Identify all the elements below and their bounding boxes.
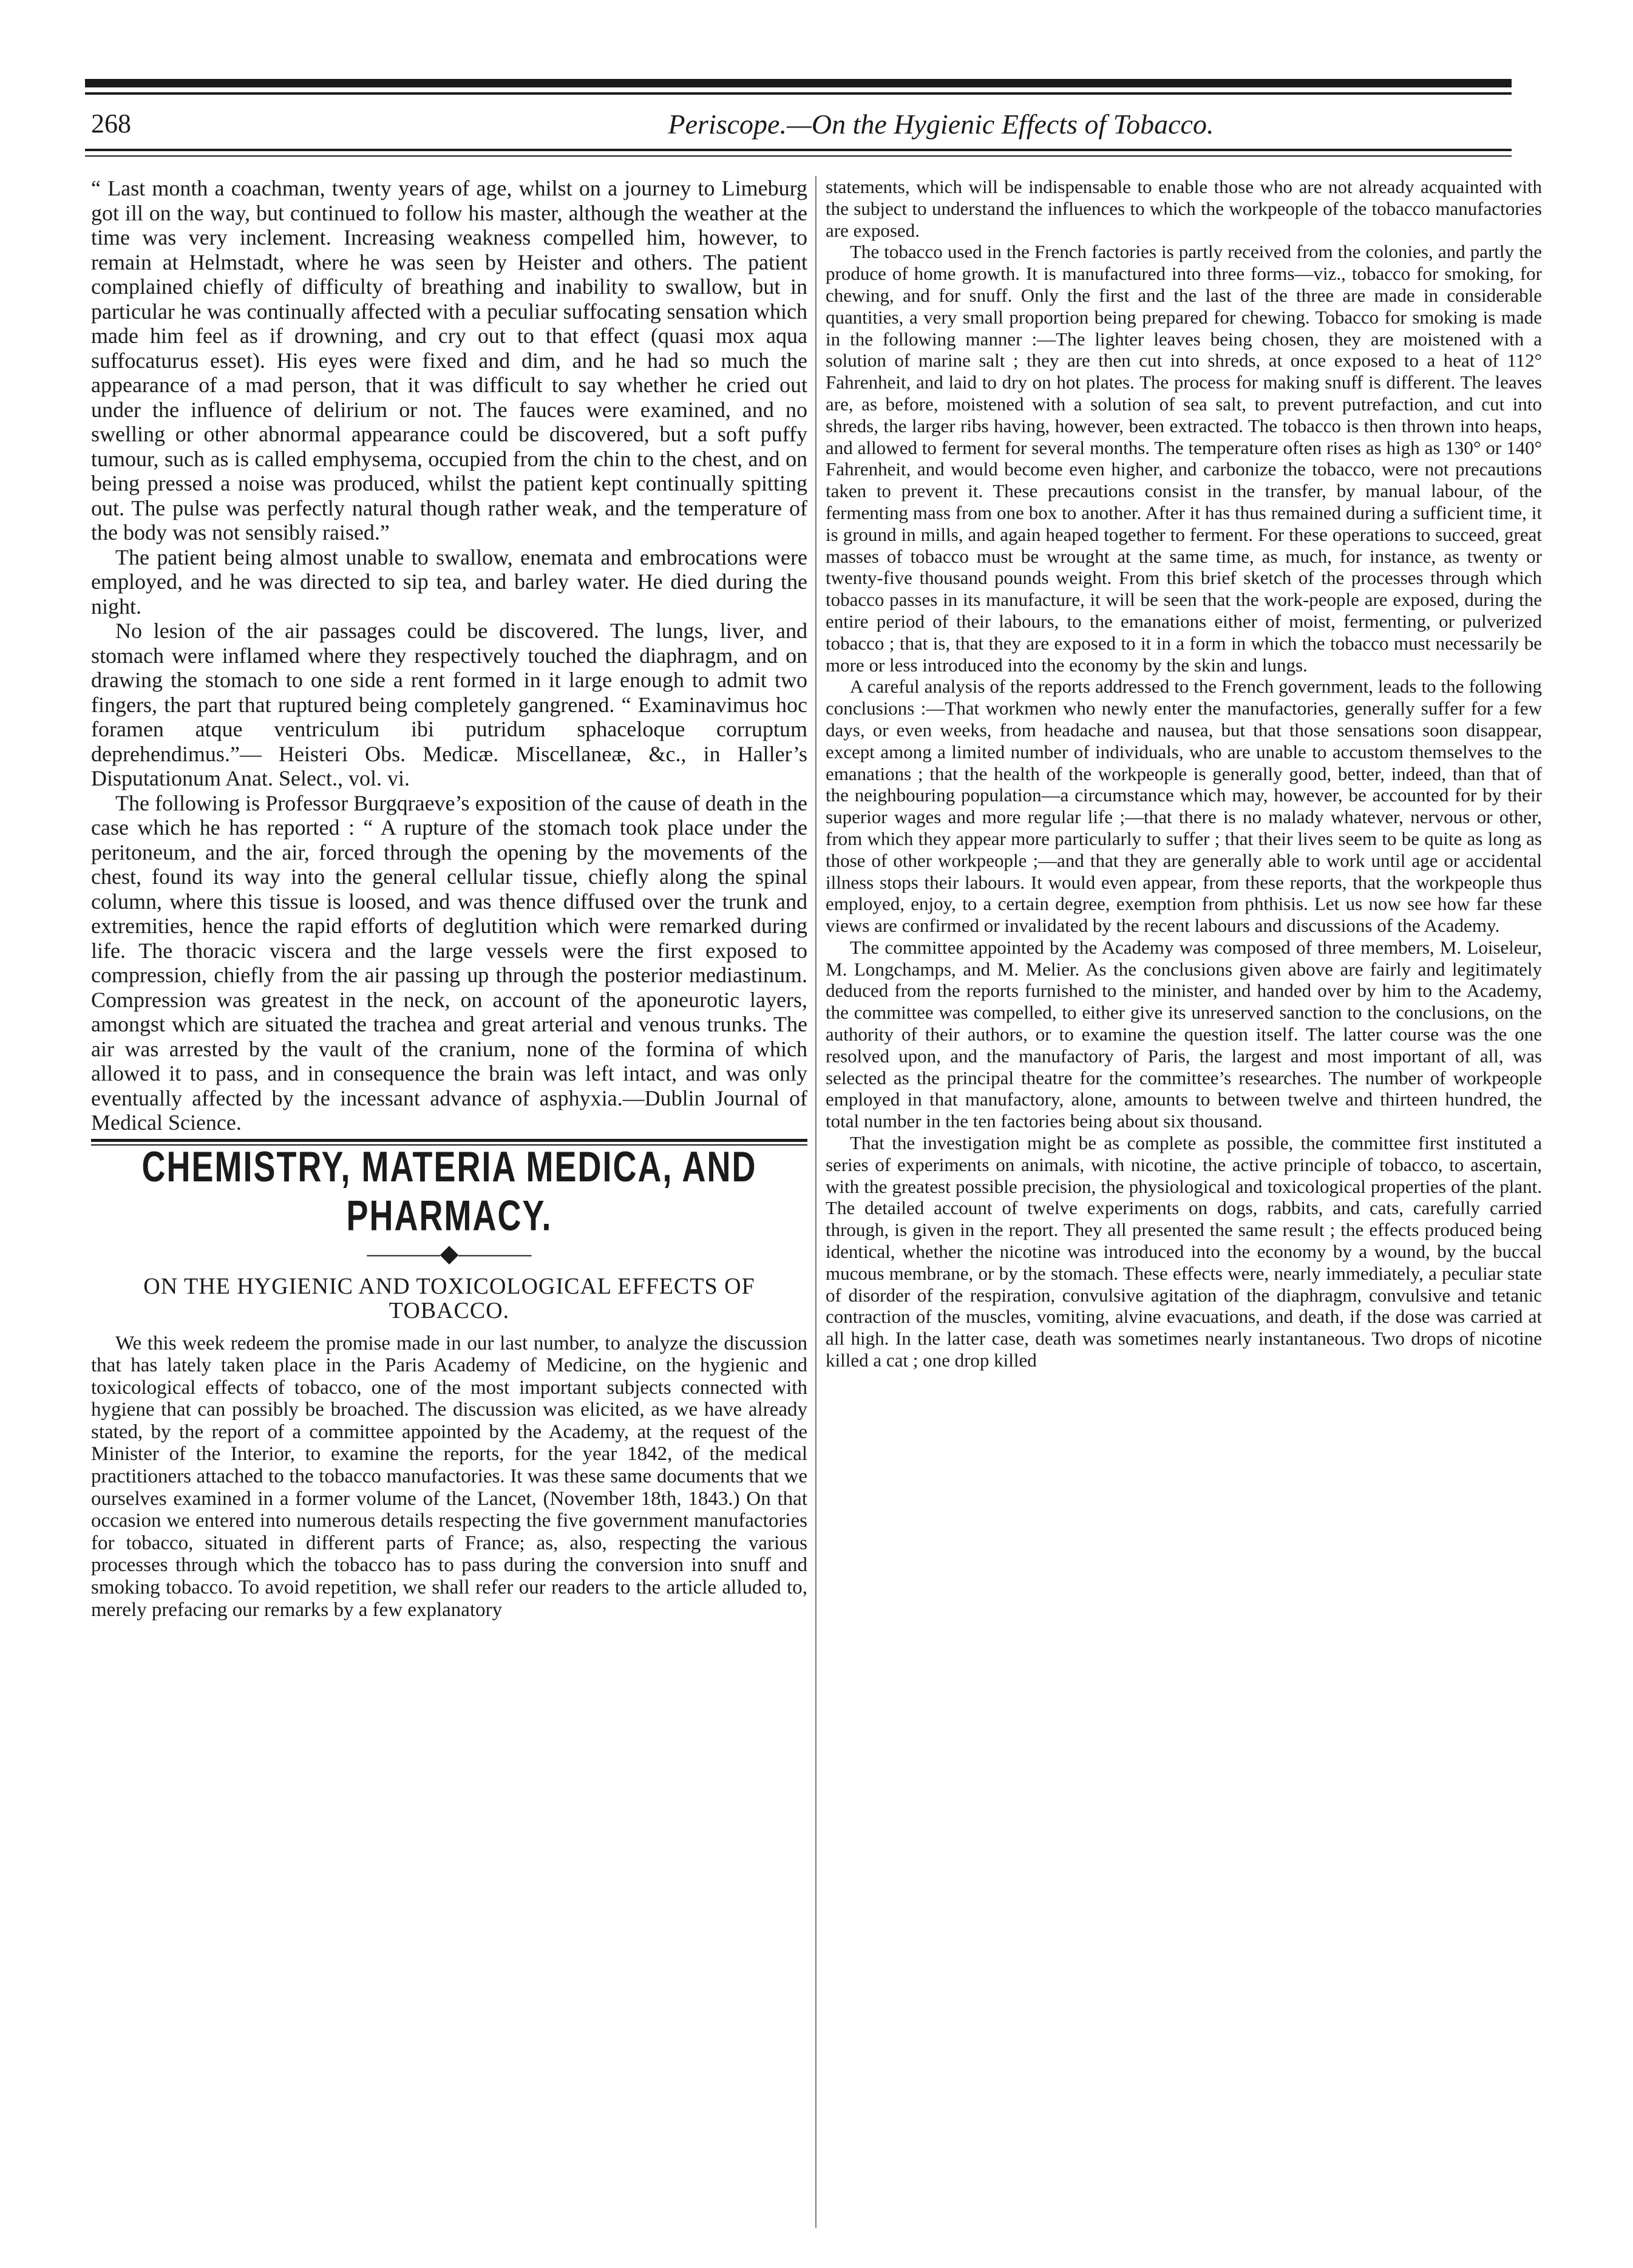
header-rule-thin bbox=[85, 92, 1512, 95]
paragraph: We this week redeem the promise made in our last number, to analyze the discussion that has lately taken place in the Paris Academy of Medicine, on the hygienic and toxicological effects of tobacco, one of the most important subjects connected with hygiene that can possibly be broached. The discussion was elicited, as we have already stated, by the report of a committee appointed by the Academy, at the request of the Minister of the Interior, to examine the reports, for the year 1842, of the medical practitioners attached to the tobacco manufactories. It was these same documents that we ourselves examined in a former volume of the Lancet, (November 18th, 1843.) On that occasion we entered into numerous details respecting the five government manufactories for tobacco, situated in different parts of France; as, also, respecting the various processes through which the tobacco has to pass during the conversion into snuff and smoking tobacco. To avoid repetition, we shall refer our readers to the article alluded to, merely prefacing our remarks by a few explanatory bbox=[91, 1332, 807, 1621]
ornament-divider: ———◆——— bbox=[367, 1239, 532, 1267]
paragraph: The patient being almost unable to swallow, enemata and embrocations were employed, and he was directed to sip tea, and barley water. He died during the night. bbox=[91, 545, 807, 619]
paragraph: The following is Professor Burgqraeve’s exposition of the cause of death in the case which he has reported : “ A rupture of the stomach took place under the peritoneum, and the air, forced through the opening by the movements of the chest, found its way into the general cellular tissue, chiefly along the spinal column, where this tissue is loosed, and was thence diffused over the trunk and extremities, hence the rapid efforts of deglutition which were remarked during life. The thoracic viscera and the large vessels were the first exposed to compression, chiefly from the air passing up through the posterior mediastinum. Compression was greatest in the neck, on account of the aponeurotic layers, amongst which are situated the trachea and great arterial and venous trunks. The air was arrested by the vault of the cranium, none of the formina of which allowed it to pass, and in consequence the brain was left intact, and was only eventually affected by the incessant advance of asphyxia.—Dublin Journal of Medical Science. bbox=[91, 790, 807, 1135]
page-number: 268 bbox=[91, 109, 131, 138]
header-rule-thick bbox=[85, 79, 1512, 87]
right-column bbox=[826, 176, 1542, 1371]
column-divider bbox=[815, 176, 816, 2228]
section-rule bbox=[91, 1139, 807, 1142]
paragraph: No lesion of the air passages could be discovered. The lungs, liver, and stomach were inflamed where they respectively touched the diaphragm, and on drawing the stomach to one side a rent formed in it large enough to admit two fingers, the part that ruptured being completely gangrened. “ Examinavimus hoc foramen atque ventriculum ibi putridum sphaceloque corruptum deprehendimus.”— Heisteri Obs. Medicæ. Miscellaneæ, &c., in Haller’s Disputationum Anat. Select., vol. vi. bbox=[91, 619, 807, 790]
paragraph: That the investigation might be as complete as possible, the committee first instituted a series of experiments on animals, with nicotine, the active principle of tobacco, to ascertain, with the greatest possible precision, the physiological and toxicological properties of the plant. The detailed account of twelve experiments on dogs, rabbits, and cats, carefully carried through, is given in the report. They all presented the same result ; the effects produced being identical, whether the nicotine was introduced into the economy by a wound, by the buccal mucous membrane, or by the stomach. These effects were, nearly immediately, a peculiar state of disorder of the respiration, convulsive agitation of the diaphragm, convulsive and tetanic contraction of the muscles, vomiting, alvine evacuations, and death, if the dose was carried at all high. In the latter case, death was sometimes nearly instantaneous. Two drops of nicotine killed a cat ; one drop killed bbox=[826, 1132, 1542, 1371]
running-head-rule-thin bbox=[85, 155, 1512, 157]
section-title: CHEMISTRY, MATERIA MEDICA, AND PHARMACY. bbox=[141, 1143, 757, 1240]
paragraph: The tobacco used in the French factories is partly received from the colonies, and partly the produce of home growth. It is manufactured into three forms—viz., tobacco for smoking, for chewing, and for snuff. Only the first and the last of the three are made in considerable quantities, a very small proportion being prepared for chewing. Tobacco for smoking is made in the following manner :—The lighter leaves being chosen, they are moistened with a solution of marine salt ; they are then cut into shreds, at once exposed to a heat of 112° Fahrenheit, and laid to dry on hot plates. The process for making snuff is different. The leaves are, as before, moistened with a solution of sea salt, to prevent putrefaction, and cut into shreds, the larger ribs having, however, been extracted. The tobacco is then thrown into heaps, and allowed to ferment for several months. The temperature often rises as high as 130° or 140° Fahrenheit, and would become even higher, and carbonize the tobacco, were not precautions taken to prevent it. These precautions consist in the transfer, by manual labour, of the fermenting mass from one box to another. After it has thus remained during a sufficient time, it is ground in mills, and again heaped together to ferment. For these operations to succeed, great masses of tobacco must be wrought at the same time, as much, for instance, as twenty or twenty-five thousand pounds weight. From this brief sketch of the processes through which tobacco passes in its manufacture, it will be seen that the work-people are exposed, during the entire period of their labours, to the emanations either of moist, fermenting, or pulverized tobacco ; that is, that they are exposed to it in a form in which the tobacco must necessarily be more or less introduced into the economy by the skin and lungs. bbox=[826, 241, 1542, 676]
running-head: Periscope.—On the Hygienic Effects of Tobacco. bbox=[668, 109, 1214, 140]
left-column bbox=[91, 176, 807, 1621]
paragraph: The committee appointed by the Academy was composed of three members, M. Loiseleur, M. Longchamps, and M. Melier. As the conclusions given above are fairly and legitimately deduced from the reports furnished to the minister, and handed over by him to the Academy, the committee was compelled, to either give its unreserved sanction to the conclusions, on the authority of their authors, or to examine the question itself. The latter course was the one resolved upon, and the manufactory of Paris, the largest and most important of all, was selected as the principal theatre for the committee’s researches. The number of workpeople employed in that manufactory, alone, amounts to between twelve and thirteen hundred, the total number in the ten factories being about six thousand. bbox=[826, 936, 1542, 1132]
running-head-rule bbox=[85, 149, 1512, 151]
article-title: ON THE HYGIENIC AND TOXICOLOGICAL EFFECTS OF TOBACCO. bbox=[143, 1273, 755, 1323]
paragraph: A careful analysis of the reports addressed to the French government, leads to the following conclusions :—That workmen who newly enter the manufactories, generally suffer for a few days, or even weeks, from headache and nausea, but that those sensations soon disappear, except among a limited number of individuals, who are unable to accustom themselves to the emanations ; that the health of the workpeople is generally good, better, indeed, than that of the neighbouring population—a circumstance which may, however, be accounted for by their superior wages and more regular life ;—that there is no malady whatever, nervous or other, from which they appear more particularly to suffer ; that their lives seem to be quite as long as those of other workpeople ;—and that they are generally able to work until age or accidental illness stops their labours. It would even appear, from these reports, that the workpeople thus employed, enjoy, to a certain degree, exemption from phthisis. Let us now see how far these views are confirmed or invalidated by the recent labours and discussions of the Academy. bbox=[826, 676, 1542, 937]
paragraph: “ Last month a coachman, twenty years of age, whilst on a journey to Limeburg got ill on the way, but continued to follow his master, although the weather at the time was very inclement. Increasing weakness compelled him, however, to remain at Helmstadt, where he was seen by Heister and others. The patient complained chiefly of difficulty of breathing and inability to swallow, but in particular he was continually affected with a peculiar suffocating sensation which made him feel as if drowning, and cry out to that effect (quasi mox aqua suffocaturus esset). His eyes were fixed and dim, and he had so much the appearance of a mad person, that it was difficult to say whether he cried out under the influence of delirium or not. The fauces were examined, and no swelling or other abnormal appearance could be discovered, but a soft puffy tumour, such as is called emphysema, occupied from the chin to the chest, and on being pressed a noise was produced, whilst the patient kept continually spitting out. The pulse was perfectly natural though rather weak, and the temperature of the body was not sensibly raised.” bbox=[91, 176, 807, 545]
paragraph: statements, which will be indispensable to enable those who are not already acquainted with the subject to understand the influences to which the workpeople of the tobacco manufactories are exposed. bbox=[826, 176, 1542, 241]
